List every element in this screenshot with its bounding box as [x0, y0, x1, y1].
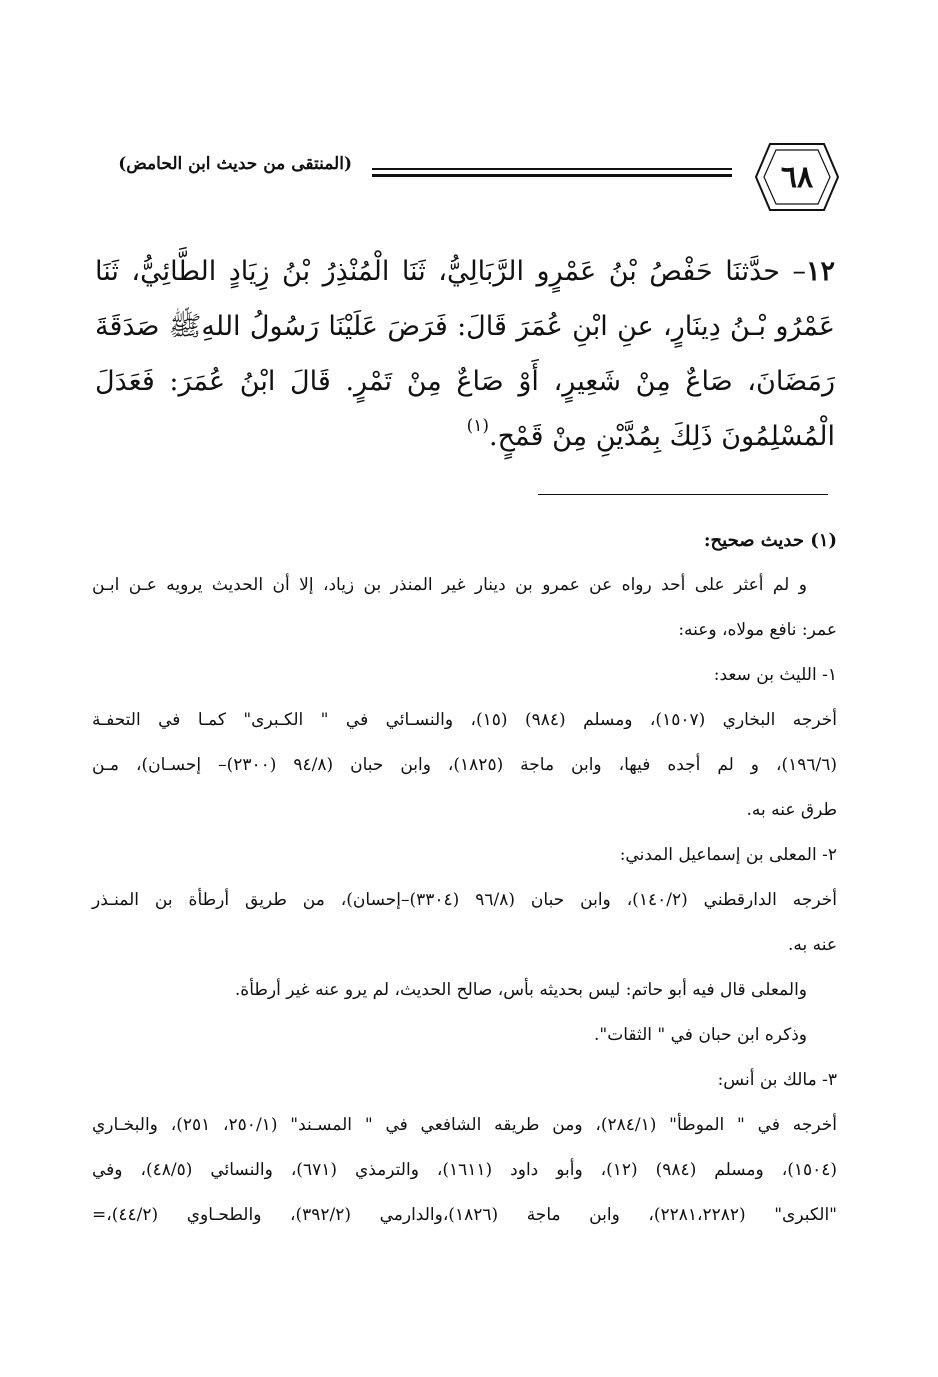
footnote-line: عمر: نافع مولاه، وعنه: — [678, 620, 837, 640]
footnote-line: والمعلى قال فيه أبو حاتم: ليس بحديثه بأس، صالح الحديث، لم يرو عنه غير أرطأة. — [234, 980, 807, 1000]
footnote-line: أخرجه البخاري (١٥٠٧)، ومسلم (٩٨٤) (١٥)، والنسـائي في " الكـبرى" كمـا في التحفـة — [92, 710, 838, 730]
book-title: (المنتقى من حديث ابن الحامض) — [118, 154, 352, 174]
footnote-line: "الكبرى" (٢٢٨١،٢٢٨٢)، وابن ماجة (١٨٢٦)،والدارمي (٣٩٢/٢)، والطحـاوي (٤٤/٢)،= — [92, 1205, 837, 1225]
hadith-text: – حدَّثنَا حَفْصُ بْنُ عَمْرٍو الرَّبَالِيُّ، ثَنَا الْمُنْذِرُ بْنُ زِيَادٍ الطَّائِيُّ، ثَنَا عَمْرُو بْـنُ دِينَارٍ، عنِ ابْنِ عُمَرَ قَالَ: فَرَضَ عَلَيْنَا رَسُولُ اللهِﷺ صَدَقَةَ رَمَضَانَ، صَاعٌ مِنْ شَعِيرٍ، أَوْ صَاعٌ مِنْ تَمْرٍ. قَالَ ابْنُ عُمَرَ: فَعَدَلَ الْمُسْلِمُونَ ذَلِكَ بِمُدَّيْنِ مِنْ قَمْحٍ. — [95, 256, 835, 452]
footnote-line: وذكره ابن حبان في " الثقات". — [593, 1025, 807, 1045]
footnote-line: ١- الليث بن سعد: — [713, 665, 837, 685]
footnote-line: و لم أعثر على أحد رواه عن عمرو بن دينار غير المنذر بن زياد، إلا أن الحديث يرويه عـن ابـن — [92, 575, 807, 595]
page-number-badge — [752, 138, 842, 216]
footnote-line: طرق عنه به. — [746, 800, 837, 820]
footnote-line: ٢- المعلى بن إسماعيل المدني: — [619, 845, 837, 865]
footnote-line: أخرجه في " الموطأ" (٢٨٤/١)، ومن طريقه الشافعي في " المسـند" (٢٥٠/١، ٢٥١)، والبخـاري — [92, 1115, 838, 1135]
footnote-divider — [538, 494, 828, 495]
footnotes-block — [92, 518, 837, 1238]
footnote-line: (١٩٦/٦)، و لم أجده فيها، وابن ماجة (١٨٢٥)، وابن حبان (٩٤/٨ (٢٣٠٠)– إحسـان)، مـن — [92, 755, 837, 775]
footnote-line: عنه به. — [787, 935, 837, 955]
footnote-line: أخرجه الدارقطني (١٤٠/٢)، وابن حبان (٩٦/٨ (٣٣٠٤)–إحسان)، من طريق أرطأة بن المنـذر — [92, 890, 837, 910]
header-rule-thin — [372, 168, 732, 170]
hadith-number: ١٢ — [805, 256, 835, 287]
page-number: ٦٨ — [780, 159, 814, 195]
header-rule-thick — [372, 174, 732, 177]
footnote-title: (١) حديث صحيح: — [703, 530, 837, 551]
footnote-reference: (١) — [466, 416, 489, 436]
footnote-line: ٣- مالك بن أنس: — [717, 1070, 837, 1090]
hadith-text-block — [95, 244, 835, 464]
footnote-line: (١٥٠٤)، ومسلم (٩٨٤) (١٢)، وأبو داود (١٦١١)، والترمذي (٦٧١)، والنسائي (٤٨/٥)، وفي — [92, 1160, 837, 1180]
